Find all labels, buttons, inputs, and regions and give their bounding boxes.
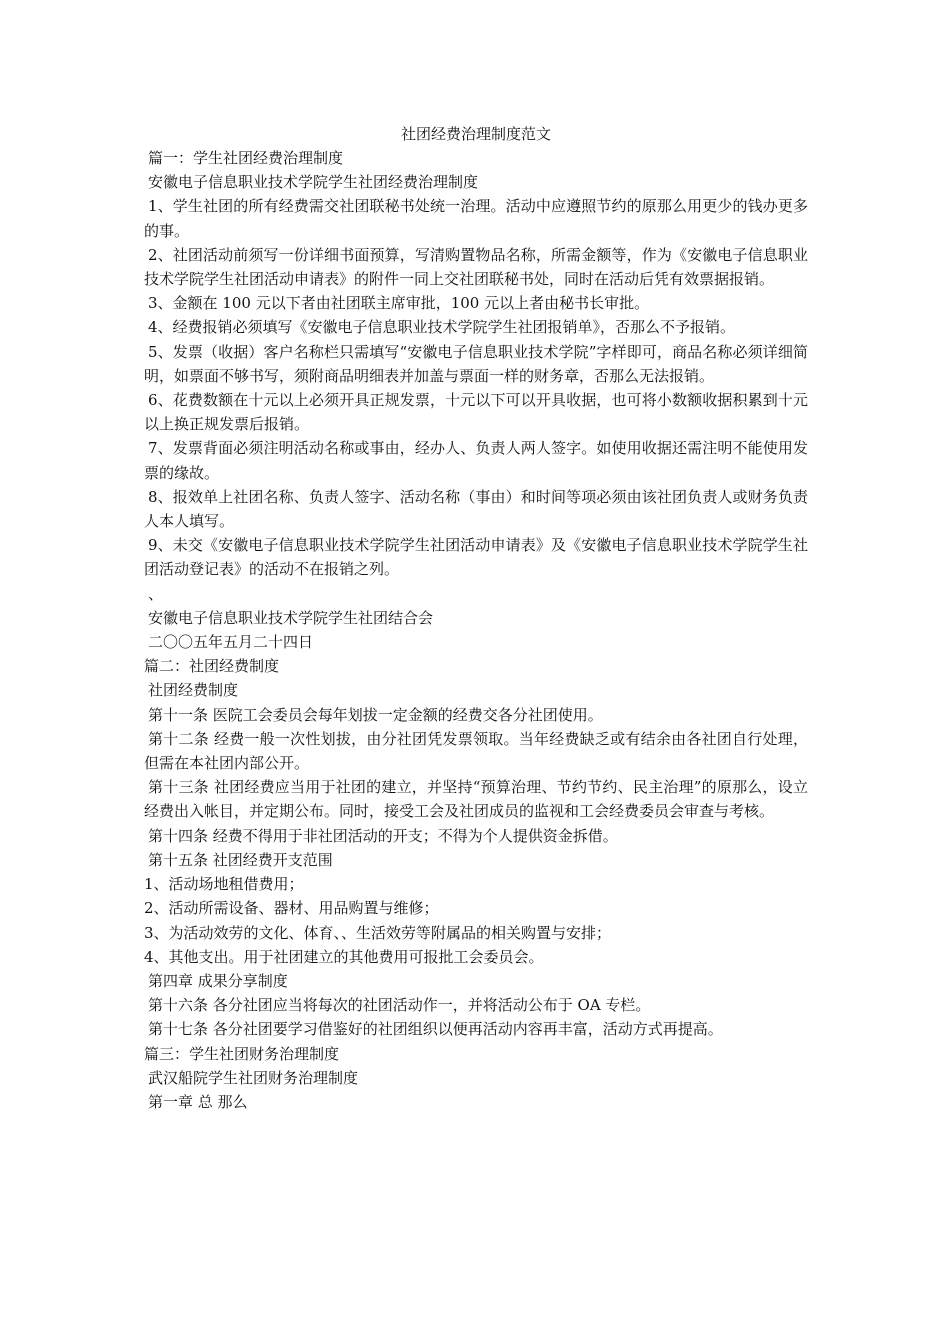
paragraph: 4、其他支出。用于社团建立的其他费用可报批工会委员会。 [144,947,544,966]
paragraph: 3、为活动效劳的文化、体育、、生活效劳等附属品的相关购置与安排； [144,923,612,942]
document-page [144,122,808,1114]
paragraph: 7、发票背面必须注明活动名称或事由，经办人、负责人两人签字。如使用收据还需注明不能使用发票的缘故。 [144,439,808,482]
paragraph: 第十一条 医院工会委员会每年划拔一定金额的经费交各分社团使用。 [148,705,603,724]
paragraph: 社团经费制度 [148,681,239,700]
paragraph: 第十六条 各分社团应当将每次的社团活动作一，并将活动公布于 OA 专栏。 [148,996,651,1015]
paragraph: 第一章 总 那么 [148,1092,248,1111]
paragraph: 第十五条 社团经费开支范围 [148,850,333,869]
paragraph: 4、经费报销必须填写《安徽电子信息职业技术学院学生社团报销单》，否那么不予报销。 [148,318,736,337]
document-title: 社团经费治理制度范文 [400,125,551,143]
paragraph: 第十七条 各分社团要学习借鉴好的社团组织以便再活动内容再丰富，活动方式再提高。 [148,1020,723,1039]
paragraph: 安徽电子信息职业技术学院学生社团经费治理制度 [148,173,479,192]
paragraph: 5、发票（收据）客户名称栏只需填写“安徽电子信息职业技术学院”字样即可，商品名称必须详细简明，如票面不够书写，须附商品明细表并加盖与票面一样的财务章，否那么无法报销。 [144,342,808,385]
paragraph: 第四章 成果分享制度 [148,971,288,990]
paragraph: 8、报效单上社团名称、负责人签字、活动名称（事由）和时间等项必须由该社团负责人或财务负责人本人填写。 [144,487,808,531]
paragraph: 1、学生社团的所有经费需交社团联秘书处统一治理。活动中应遵照节约的原那么用更少的钱办更多的事。 [144,197,808,240]
paragraph: 篇三：学生社团财务治理制度 [144,1044,340,1063]
paragraph: 6、花费数额在十元以上必须开具正规发票，十元以下可以开具收据，也可将小数额收据积累到十元以上换正规发票后报销。 [144,391,808,434]
paragraph: 安徽电子信息职业技术学院学生社团结合会 [148,608,434,627]
paragraph: 、 [148,584,164,603]
paragraph: 1、活动场地租借费用； [144,875,304,894]
paragraph: 3、金额在 100 元以下者由社团联主席审批，100 元以上者由秘书长审批。 [148,294,650,313]
paragraph: 9、未交《安徽电子信息职业技术学院学生社团活动申请表》及《安徽电子信息职业技术学院学生社团活动登记表》的活动不在报销之列。 [144,536,808,579]
paragraph: 第十三条 社团经费应当用于社团的建立，并坚持“预算治理、节约节约、民主治理”的原那么，设立经费出入帐目，并定期公布。同时，接受工会及社团成员的监视和工会经费委员会审查与考核。 [144,778,808,821]
document-body [144,146,808,1114]
paragraph: 二〇〇五年五月二十四日 [148,633,314,652]
paragraph: 篇二：社团经费制度 [144,657,280,676]
paragraph: 2、活动所需设备、器材、用品购置与维修； [144,899,439,918]
paragraph: 第十四条 经费不得用于非社团活动的开支；不得为个人提供资金拆借。 [148,826,618,845]
paragraph: 篇一：学生社团经费治理制度 [148,149,344,167]
paragraph: 第十二条 经费一般一次性划拔，由分社团凭发票领取。当年经费缺乏或有结余由各社团自行处理，但需在本社团内部公开。 [144,729,808,773]
paragraph: 武汉船院学生社团财务治理制度 [148,1068,359,1087]
paragraph: 2、社团活动前须写一份详细书面预算，写清购置物品名称，所需金额等，作为《安徽电子信息职业技术学院学生社团活动申请表》的附件一同上交社团联秘书处，同时在活动后凭有效票据报销。 [144,245,808,289]
